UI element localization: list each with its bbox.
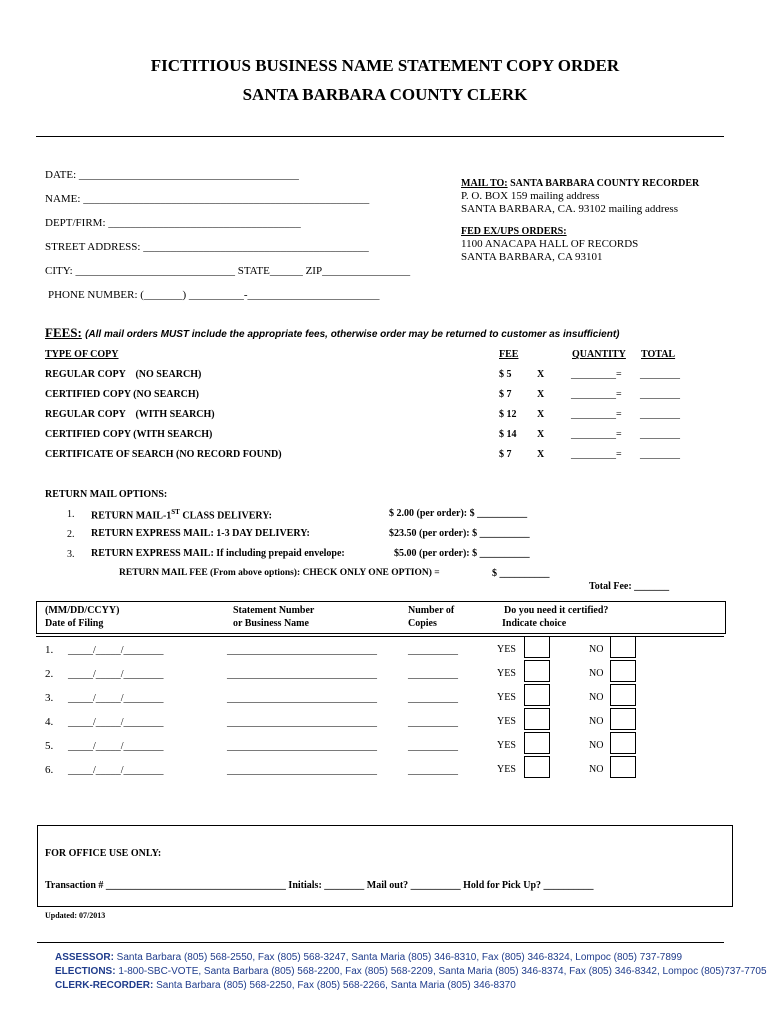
- option-price[interactable]: $ 2.00 (per order): $ __________: [389, 508, 528, 519]
- name-field[interactable]: NAME: ____________________________________________________: [45, 193, 370, 205]
- office-use-line[interactable]: Transaction # ____________________________________ Initials: ________ Mail out? __________ Hold for Pick Up? __________: [45, 880, 594, 891]
- fee-amount: $ 14: [499, 429, 517, 440]
- mail-to: [461, 178, 699, 189]
- col-total: TOTAL: [641, 349, 676, 360]
- page-title: FICTITIOUS BUSINESS NAME STATEMENT COPY ORDER: [150, 56, 620, 75]
- no-label: NO: [589, 692, 604, 703]
- date-input[interactable]: _____/_____/________: [68, 669, 164, 680]
- copies-input[interactable]: __________: [408, 645, 458, 656]
- row-number: 3.: [45, 692, 54, 704]
- no-label: NO: [589, 764, 604, 775]
- statement-input[interactable]: ______________________________: [227, 765, 377, 776]
- col-statement-b: or Business Name: [233, 618, 309, 629]
- option-label-end: CLASS DELIVERY:: [179, 510, 272, 522]
- no-checkbox[interactable]: [610, 660, 636, 682]
- quantity-input[interactable]: _________=: [571, 409, 622, 420]
- copy-type: CERTIFICATE OF SEARCH (NO RECORD FOUND): [45, 449, 282, 460]
- date-input[interactable]: _____/_____/________: [68, 717, 164, 728]
- col-statement-a: Statement Number: [233, 605, 315, 616]
- clerk-text: Santa Barbara (805) 568-2250, Fax (805) 568-2266, Santa Maria (805) 346-8370: [153, 980, 516, 991]
- col-certified-a: Do you need it certified?: [504, 605, 609, 616]
- row-number: 6.: [45, 764, 54, 776]
- yes-label: YES: [497, 740, 516, 751]
- quantity-input[interactable]: _________=: [571, 429, 622, 440]
- title-divider: [36, 136, 724, 137]
- total-fee[interactable]: Total Fee: _______: [589, 581, 670, 592]
- no-label: NO: [589, 716, 604, 727]
- times-sign: X: [537, 389, 545, 400]
- yes-checkbox[interactable]: [524, 756, 550, 778]
- no-label: NO: [589, 644, 604, 655]
- statement-input[interactable]: ______________________________: [227, 645, 377, 656]
- date-field[interactable]: DATE: ________________________________________: [45, 169, 299, 181]
- date-input[interactable]: _____/_____/________: [68, 765, 164, 776]
- elections-text: 1-800-SBC-VOTE, Santa Barbara (805) 568-2200, Fax (805) 568-2209, Santa Maria (805) 346-8374, Fax (805) 346-8342, Lompoc (805)737-7705: [115, 966, 767, 977]
- no-label: NO: [589, 668, 604, 679]
- yes-checkbox[interactable]: [524, 636, 550, 658]
- assessor-text: Santa Barbara (805) 568-2550, Fax (805) 568-3247, Santa Maria (805) 346-8310, Fax (805) 346-8324, Lompoc (805) 737-7899: [113, 952, 683, 963]
- total-input[interactable]: ________: [640, 369, 680, 380]
- total-input[interactable]: ________: [640, 409, 680, 420]
- copy-type: CERTIFIED COPY (WITH SEARCH): [45, 429, 213, 440]
- times-sign: X: [537, 369, 545, 380]
- date-input[interactable]: _____/_____/________: [68, 645, 164, 656]
- po-box: P. O. BOX 159 mailing address: [461, 190, 600, 202]
- copy-type: REGULAR COPY (WITH SEARCH): [45, 409, 215, 420]
- yes-checkbox[interactable]: [524, 684, 550, 706]
- return-mail-fee-line: RETURN MAIL FEE (From above options): CHECK ONLY ONE OPTION) =: [119, 568, 440, 578]
- copies-input[interactable]: __________: [408, 741, 458, 752]
- yes-label: YES: [497, 692, 516, 703]
- fee-amount: $ 7: [499, 449, 512, 460]
- footer-clerk: [55, 980, 516, 991]
- office-use-label: FOR OFFICE USE ONLY:: [45, 848, 162, 859]
- fees-note: (All mail orders MUST include the appropriate fees, otherwise order may be returned to customer as insufficient): [85, 329, 620, 340]
- col-quantity: QUANTITY: [572, 349, 626, 360]
- total-input[interactable]: ________: [640, 389, 680, 400]
- date-input[interactable]: _____/_____/________: [68, 693, 164, 704]
- fedex-address-1: 1100 ANACAPA HALL OF RECORDS: [461, 238, 639, 250]
- city-state-zip-field[interactable]: CITY: _____________________________ STATE______ ZIP________________: [45, 265, 411, 277]
- street-field[interactable]: STREET ADDRESS: _________________________________________: [45, 241, 369, 253]
- return-mail-fee-input[interactable]: $ __________: [492, 568, 550, 579]
- copy-type: CERTIFIED COPY (NO SEARCH): [45, 389, 200, 400]
- yes-checkbox[interactable]: [524, 708, 550, 730]
- no-label: NO: [589, 740, 604, 751]
- option-number: 2.: [67, 529, 75, 540]
- copies-input[interactable]: __________: [408, 717, 458, 728]
- row-number: 1.: [45, 644, 54, 656]
- total-input[interactable]: ________: [640, 429, 680, 440]
- return-option-3[interactable]: RETURN EXPRESS MAIL: If including prepaid envelope:: [91, 548, 345, 559]
- option-price[interactable]: $5.00 (per order): $ __________: [394, 548, 530, 559]
- yes-label: YES: [497, 716, 516, 727]
- col-date-a: (MM/DD/CCYY): [45, 605, 120, 616]
- return-option-1[interactable]: [91, 508, 272, 521]
- date-input[interactable]: _____/_____/________: [68, 741, 164, 752]
- yes-checkbox[interactable]: [524, 660, 550, 682]
- quantity-input[interactable]: _________=: [571, 369, 622, 380]
- row-number: 2.: [45, 668, 54, 680]
- times-sign: X: [537, 449, 545, 460]
- total-input[interactable]: ________: [640, 449, 680, 460]
- return-mail-label: RETURN MAIL OPTIONS:: [45, 489, 168, 500]
- copy-type: REGULAR COPY (NO SEARCH): [45, 369, 202, 380]
- no-checkbox[interactable]: [610, 708, 636, 730]
- fedex-label: FED EX/UPS ORDERS:: [461, 226, 567, 237]
- yes-label: YES: [497, 668, 516, 679]
- quantity-input[interactable]: _________=: [571, 389, 622, 400]
- fees-header: [45, 325, 619, 341]
- option-label: RETURN MAIL-1: [91, 510, 172, 522]
- no-checkbox[interactable]: [610, 756, 636, 778]
- footer-assessor: [55, 952, 682, 963]
- fees-label: FEES:: [45, 325, 82, 340]
- times-sign: X: [537, 429, 545, 440]
- option-number: 1.: [67, 509, 75, 520]
- col-copies-a: Number of: [408, 605, 455, 616]
- row-number: 4.: [45, 716, 54, 728]
- office-use-box: [37, 825, 733, 907]
- mail-to-label: MAIL TO:: [461, 178, 508, 189]
- col-date-b: Date of Filing: [45, 618, 104, 629]
- page-subtitle: SANTA BARBARA COUNTY CLERK: [242, 85, 528, 104]
- mail-city: SANTA BARBARA, CA. 93102 mailing address: [461, 203, 678, 215]
- footer-elections: [55, 966, 767, 977]
- statement-input[interactable]: ______________________________: [227, 669, 377, 680]
- footer-divider: [37, 942, 724, 943]
- no-checkbox[interactable]: [610, 732, 636, 754]
- fee-amount: $ 5: [499, 369, 512, 380]
- copies-input[interactable]: __________: [408, 693, 458, 704]
- quantity-input[interactable]: _________=: [571, 449, 622, 460]
- statement-input[interactable]: ______________________________: [227, 741, 377, 752]
- filings-header-box: [36, 601, 726, 634]
- option-price[interactable]: $23.50 (per order): $ __________: [389, 528, 530, 539]
- col-certified-b: Indicate choice: [502, 618, 567, 629]
- col-fee: FEE: [499, 349, 519, 360]
- yes-checkbox[interactable]: [524, 732, 550, 754]
- copies-input[interactable]: __________: [408, 669, 458, 680]
- yes-label: YES: [497, 764, 516, 775]
- copies-input[interactable]: __________: [408, 765, 458, 776]
- option-sup: ST: [171, 508, 180, 516]
- statement-input[interactable]: ______________________________: [227, 693, 377, 704]
- dept-field[interactable]: DEPT/FIRM: ___________________________________: [45, 217, 301, 229]
- option-number: 3.: [67, 549, 75, 560]
- mail-to-value: SANTA BARBARA COUNTY RECORDER: [510, 178, 700, 189]
- no-checkbox[interactable]: [610, 684, 636, 706]
- return-option-2[interactable]: RETURN EXPRESS MAIL: 1-3 DAY DELIVERY:: [91, 528, 310, 539]
- row-number: 5.: [45, 740, 54, 752]
- updated-date: Updated: 07/2013: [45, 911, 106, 920]
- elections-label: ELECTIONS:: [55, 966, 116, 977]
- phone-field[interactable]: PHONE NUMBER: (_______) __________-________________________: [48, 289, 380, 301]
- col-copies-b: Copies: [408, 618, 437, 629]
- clerk-label: CLERK-RECORDER:: [55, 980, 154, 991]
- fee-amount: $ 12: [499, 409, 517, 420]
- fedex-address-2: SANTA BARBARA, CA 93101: [461, 251, 603, 263]
- yes-label: YES: [497, 644, 516, 655]
- fee-amount: $ 7: [499, 389, 512, 400]
- no-checkbox[interactable]: [610, 636, 636, 658]
- statement-input[interactable]: ______________________________: [227, 717, 377, 728]
- times-sign: X: [537, 409, 545, 420]
- col-type-of-copy: TYPE OF COPY: [45, 349, 119, 360]
- assessor-label: ASSESSOR:: [55, 952, 114, 963]
